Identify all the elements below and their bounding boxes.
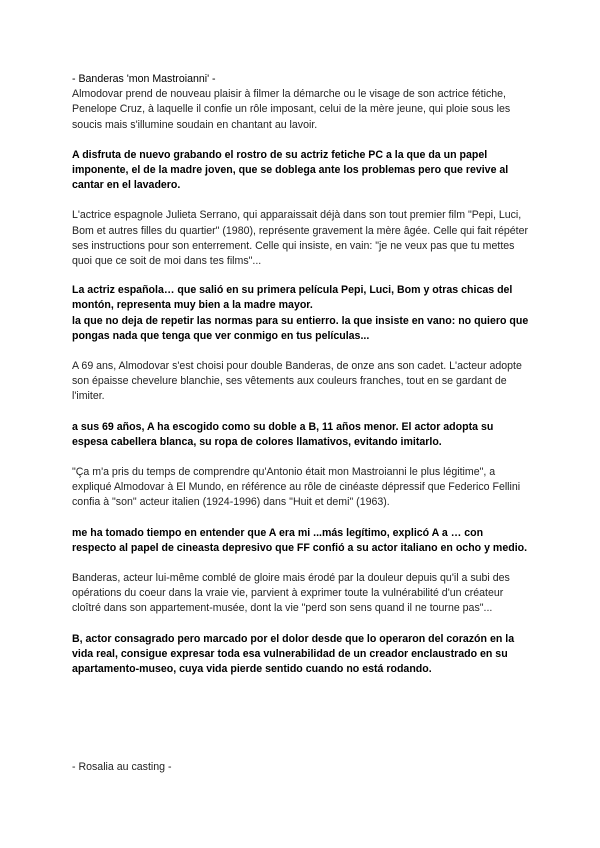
- french-paragraph: Almodovar prend de nouveau plaisir à filmer la démarche ou le visage de son actrice fétiche, Penelope Cruz, à laquelle il confie un rôle imposant, celui de la mère jeune, qui ploie sous les soucis mais s'illumine soudain en chantant au lavoir.: [72, 88, 511, 131]
- spanish-paragraph: la que no deja de repetir las normas para su entierro. la que insiste en vano: no quiero que pongas nada que tenga que ver conmigo en tus películas...: [72, 314, 529, 342]
- french-paragraph: L'actrice espagnole Julieta Serrano, qui apparaissait déjà dans son tout premier film "Pepi, Luci, Bom et autres filles du quartier" (1980), représente gravement la mère âgée. Celle qui fait répéter ses instructions pour son enterrement. Celle qui insiste, en vain: "je ne veux pas que tu mettes quoi que ce soit de moi dans tes films"...: [72, 209, 528, 268]
- spanish-paragraph: a sus 69 años, A ha escogido como su doble a B, 11 años menor. El actor adopta su espesa cabellera blanca, su ropa de colores llamativos, evitando imitarlo.: [72, 420, 494, 448]
- spanish-paragraph: A disfruta de nuevo grabando el rostro de su actriz fetiche PC a la que da un papel imponente, el de la madre joven, que se doblega ante los problemas pero que revive al cantar en el lavadero.: [72, 148, 509, 192]
- french-paragraph: "Ça m'a pris du temps de comprendre qu'Antonio était mon Mastroianni le plus légitime", a expliqué Almodovar à El Mundo, en référence au rôle de cinéaste dépressif que Federico Fellini confia à "son" acteur italien (1924-1996) dans "Huit et demi" (1963).: [72, 466, 521, 509]
- spanish-paragraph: B, actor consagrado pero marcado por el dolor desde que lo operaron del corazón en la vida real, consigue expresar toda esa vulnerabilidad de un creador enclaustrado en su apartamento-museo, cuya vida pierde sentido cuando no está rodando.: [72, 632, 515, 676]
- section-heading: - Rosalia au casting -: [72, 761, 172, 773]
- french-paragraph: Banderas, acteur lui-même comblé de gloire mais érodé par la douleur depuis qu'il a subi des opérations du coeur dans la vraie vie, parvient à exprimer toute la vulnérabilité d'un créateur cloîtré dans son appartement-musée, dont la vie "perd son sens quand il ne tourne pas"...: [72, 572, 510, 615]
- french-paragraph: A 69 ans, Almodovar s'est choisi pour double Banderas, de onze ans son cadet. L'acteur adopte son épaisse chevelure blanchie, ses vêtements aux couleurs franches, tout en se gardant de l'imiter.: [72, 360, 522, 403]
- spanish-paragraph: La actriz española… que salió en su primera película Pepi, Luci, Bom y otras chicas del montón, representa muy bien a la madre mayor.: [72, 284, 513, 312]
- spanish-paragraph: me ha tomado tiempo en entender que A era mi ...más legítimo, explicó A a … con respecto al papel de cineasta depresivo que FF confió a su actor italiano en ocho y medio.: [72, 526, 528, 554]
- section-heading: - Banderas 'mon Mastroianni' -: [72, 73, 216, 85]
